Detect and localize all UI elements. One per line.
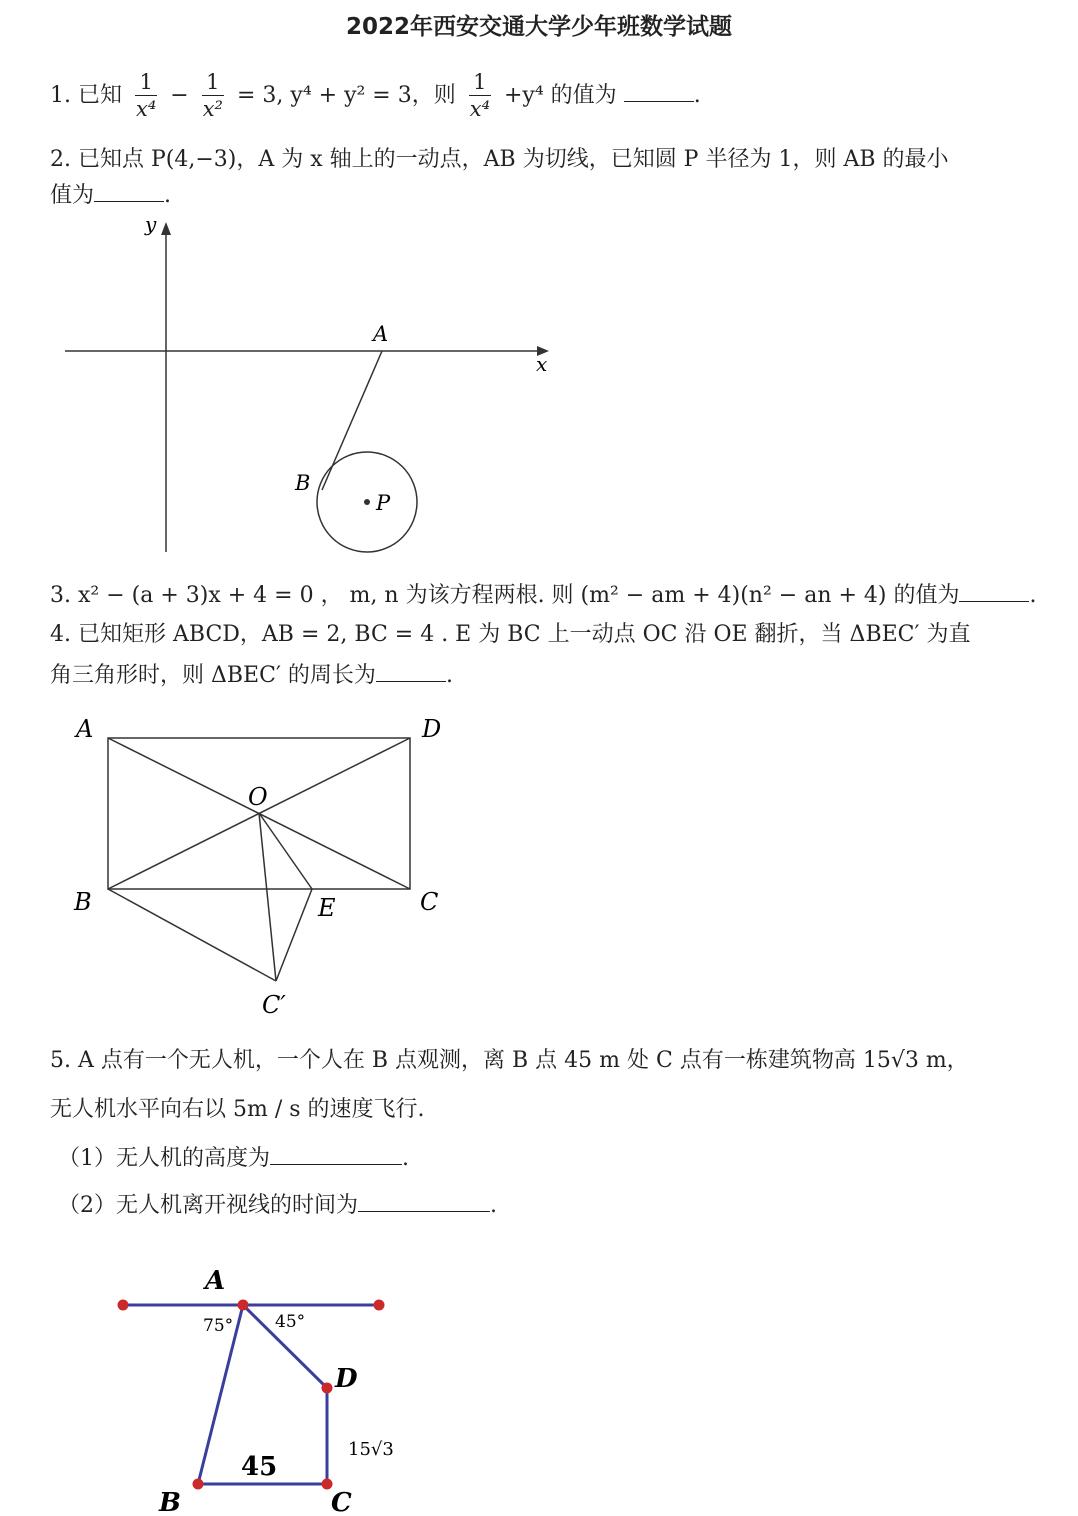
point-d-dot bbox=[322, 1383, 333, 1394]
figure-1-coordinate-plane bbox=[55, 205, 565, 560]
label-d: D bbox=[335, 1364, 358, 1394]
label-b: B bbox=[74, 888, 92, 916]
x-axis-label: x bbox=[536, 352, 548, 376]
q3-answer-blank[interactable] bbox=[959, 578, 1029, 602]
question-4-line1: 4. 已知矩形 ABCD，AB = 2, BC = 4 . E 为 BC 上一动点 OC 沿 OE 翻折，当 ΔBEC′ 为直 bbox=[50, 622, 971, 647]
q1-number: 1. bbox=[50, 83, 71, 108]
q5-1-answer-blank[interactable] bbox=[270, 1141, 402, 1165]
segment-ec-prime bbox=[276, 889, 312, 981]
angle-45-label: 45° bbox=[275, 1312, 306, 1332]
label-p: P bbox=[376, 491, 391, 515]
label-b: B bbox=[159, 1488, 181, 1516]
point-b-dot bbox=[193, 1479, 204, 1490]
question-4-line2: 角三角形时，则 ΔBEC′ 的周长为 . bbox=[50, 658, 453, 689]
label-a: A bbox=[373, 322, 389, 346]
question-2-line1: 2. 已知点 P(4,−3)，A 为 x 轴上的一动点，AB 为切线，已知圆 P 半径为 1，则 AB 的最小 bbox=[50, 147, 949, 172]
page-title: 2022年西安交通大学少年班数学试题 bbox=[345, 14, 732, 40]
label-a: A bbox=[205, 1266, 226, 1296]
q1-prefix: 已知 bbox=[78, 83, 123, 108]
q1-answer-blank[interactable] bbox=[624, 78, 694, 102]
q4-answer-blank[interactable] bbox=[376, 658, 446, 682]
distance-bc-label: 45 bbox=[241, 1452, 278, 1482]
label-d: D bbox=[422, 715, 442, 743]
q1-fraction-1: $\frac{1}{\text{x⁴}}$ bbox=[136, 70, 157, 121]
question-2-line2: 值为 . bbox=[50, 178, 171, 209]
left-end-dot bbox=[118, 1300, 129, 1311]
label-o: O bbox=[248, 783, 268, 811]
label-e: E bbox=[318, 894, 336, 922]
center-p-dot bbox=[364, 499, 370, 505]
point-a-dot bbox=[238, 1300, 249, 1311]
figure-3-drone bbox=[105, 1255, 415, 1516]
question-5-sub1: （1）无人机的高度为 . bbox=[58, 1141, 409, 1172]
q1-question: +y⁴ 的值为 bbox=[504, 83, 617, 108]
angle-75-label: 75° bbox=[203, 1316, 234, 1336]
tangent-line-ab bbox=[322, 351, 382, 490]
question-5-sub2: （2）无人机离开视线的时间为 . bbox=[58, 1188, 497, 1219]
y-axis-arrow bbox=[161, 222, 171, 235]
question-5-line2: 无人机水平向右以 5m / s 的速度飞行. bbox=[50, 1097, 425, 1122]
figure-2-rectangle bbox=[60, 705, 460, 1025]
q2-answer-blank[interactable] bbox=[94, 178, 164, 202]
right-end-dot bbox=[374, 1300, 385, 1311]
label-c-prime: C′ bbox=[262, 991, 286, 1019]
segment-bc-prime bbox=[108, 889, 276, 981]
building-height-label: 15√3 bbox=[348, 1439, 394, 1460]
q1-fraction-2: $\frac{1}{\text{x²}}$ bbox=[202, 70, 223, 121]
label-c: C bbox=[331, 1488, 352, 1516]
segment-oc-prime bbox=[259, 813, 276, 981]
question-3: 3. x² − (a + 3)x + 4 = 0 ， m, n 为该方程两根. 则 (m² − am + 4)(n² − an + 4) 的值为 . bbox=[50, 578, 1036, 609]
q1-minus: − bbox=[170, 83, 189, 108]
label-a: A bbox=[76, 715, 94, 743]
label-b: B bbox=[295, 471, 311, 495]
segment-oe bbox=[259, 813, 312, 889]
label-c: C bbox=[420, 888, 439, 916]
question-5-line1: 5. A 点有一个无人机，一个人在 B 点观测，离 B 点 45 m 处 C 点有一栋建筑物高 15√3 m， bbox=[50, 1048, 969, 1073]
q1-fraction-3: $\frac{1}{\text{x⁴}}$ bbox=[469, 70, 490, 121]
q5-2-answer-blank[interactable] bbox=[358, 1188, 490, 1212]
y-axis-label: y bbox=[145, 212, 157, 236]
q1-condition: = 3, y⁴ + y² = 3，则 bbox=[236, 83, 456, 108]
question-1: 1. 已知 $\frac{1}{\text{x⁴}}$ − $\frac{1}{\text{x²}}$ = 3, y⁴ + y² = 3，则 $\frac{1}{\text{x⁴}}$ +y⁴ 的值为 . bbox=[50, 70, 701, 121]
